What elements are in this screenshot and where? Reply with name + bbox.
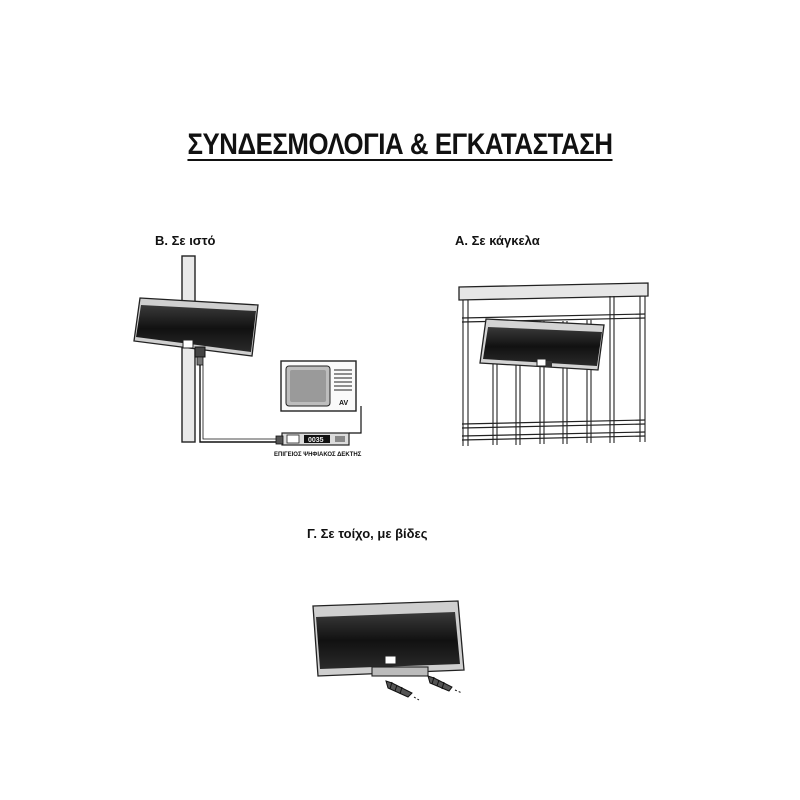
receiver-display: 0035 <box>308 437 324 444</box>
caption-wall-install: Γ. Σε τοίχο, με βίδες <box>307 526 428 541</box>
caption-railing-install: Α. Σε κάγκελα <box>455 233 540 248</box>
digital-receiver <box>276 433 349 445</box>
antenna-panel-wall <box>313 601 464 676</box>
railing-diagram <box>459 283 648 446</box>
receiver-label: ΕΠΙΓΕΙΟΣ ΨΗΦΙΑΚΟΣ ΔΕΚΤΗΣ <box>274 452 362 458</box>
mast-diagram <box>134 256 362 458</box>
antenna-cable <box>200 365 278 442</box>
antenna-panel-railing <box>480 319 604 370</box>
television <box>281 361 356 411</box>
caption-mast-install: Β. Σε ιστό <box>155 233 216 248</box>
page-title: ΣΥΝΔΕΣΜΟΛΟΓΙΑ & ΕΓΚΑΤΑΣΤΑΣΗ <box>187 128 613 161</box>
wall-screw-left <box>386 681 419 700</box>
wall-diagram <box>313 601 464 700</box>
wall-screw-right <box>428 676 462 693</box>
railing-top-rail <box>459 283 648 300</box>
wall-bracket <box>372 667 428 676</box>
mast-bracket <box>195 347 205 357</box>
tv-av-label: AV <box>339 400 349 407</box>
